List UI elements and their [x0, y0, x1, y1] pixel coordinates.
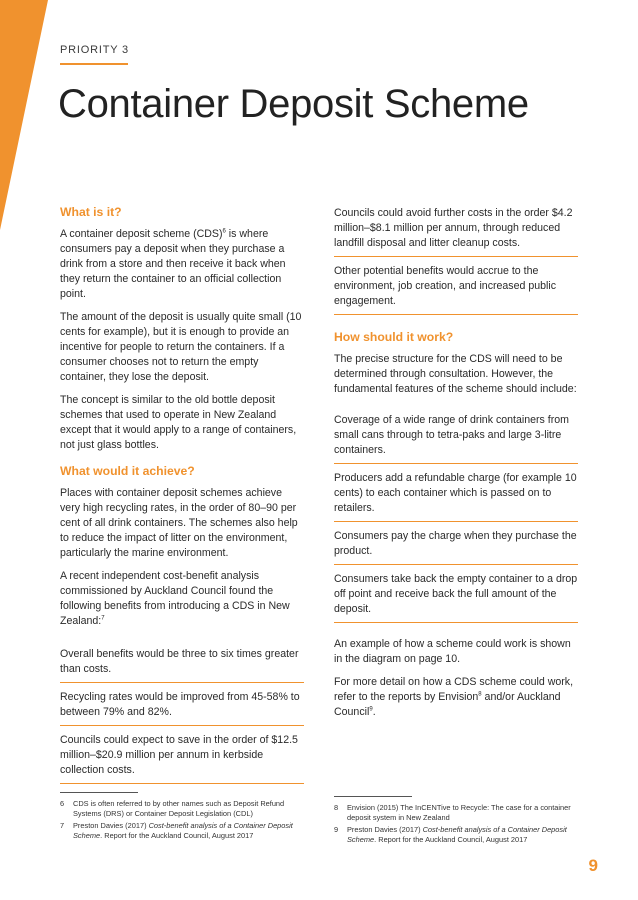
how-should-it-work-heading: How should it work? — [334, 330, 454, 344]
footnote-6: 6 CDS is often referred to by other names such as Deposit Refund Systems (DRS) or Container Deposit Legislation (CDL) — [60, 799, 285, 818]
right-column — [334, 204, 578, 728]
footnotes-left — [60, 792, 304, 843]
footnotes-right — [334, 796, 578, 847]
list-item: Recycling rates would be improved from 45-58% to between 79% and 82%. — [60, 688, 304, 726]
footnote-8: 8 Envision (2015) The InCENTive to Recycle: The case for a container deposit system in New Zealand — [334, 803, 571, 822]
what-paragraph-3: The concept is similar to the old bottle deposit schemes that used to operate in New Zealand except that it would apply to a range of containers, not just glass bottles. — [60, 394, 297, 451]
benefits-list-continued — [334, 204, 578, 315]
how-paragraph-1: The precise structure for the CDS will need to be determined through consultation. However, the fundamental features of the scheme should include: — [334, 353, 577, 395]
features-list — [334, 411, 578, 623]
detail-paragraph: For more detail on how a CDS scheme could work, refer to the reports by Envision$^8$ and/or Auckland Council$^9$. — [334, 676, 574, 718]
benefits-list — [60, 645, 304, 784]
footnote-7: 7 Preston Davies (2017) Cost-benefit analysis of a Container Deposit Scheme. Report for the Auckland Council, August 2017 — [60, 821, 293, 840]
list-item: Consumers pay the charge when they purchase the product. — [334, 527, 578, 565]
list-item: Coverage of a wide range of drink containers from small cans through to tetra-paks and large 3-litre containers. — [334, 411, 578, 464]
list-item: Overall benefits would be three to six times greater than costs. — [60, 645, 304, 683]
page-title: Container Deposit Scheme — [58, 82, 529, 126]
footnote-divider — [334, 796, 412, 797]
list-item: Other potential benefits would accrue to the environment, job creation, and increased public engagement. — [334, 262, 578, 315]
what-paragraph-2: The amount of the deposit is usually quite small (10 cents for example), but it is enough to provide an incentive for people to return the containers. If a consumer chooses not to return the empty container, they lose the deposit. — [60, 311, 302, 383]
example-paragraph: An example of how a scheme could work is shown in the diagram on page 10. — [334, 638, 571, 665]
left-column — [60, 204, 304, 789]
list-item: Councils could avoid further costs in the order $4.2 million–$8.1 million per annum, through reduced landfill disposal and litter cleanup costs. — [334, 204, 578, 257]
footnote-divider — [60, 792, 138, 793]
footnote-9: 9 Preston Davies (2017) Cost-benefit analysis of a Container Deposit Scheme. Report for the Auckland Council, August 2017 — [334, 825, 567, 844]
what-paragraph-1: A container deposit scheme (CDS)$^6$ is where consumers pay a deposit when they purchase a drink from a store and then receive it back when they return the container to an official collection point. — [60, 228, 286, 300]
list-item: Councils could expect to save in the order of $12.5 million–$20.9 million per annum in kerbside collection costs. — [60, 731, 304, 784]
achieve-paragraph-1: Places with container deposit schemes achieve very high recycling rates, in the order of 80–90 per cent of all drink containers. The schemes also help to reduce the impact of litter on the environment, particularly the marine environment. — [60, 487, 298, 559]
section-eyebrow: PRIORITY 3 — [60, 44, 129, 56]
list-item: Producers add a refundable charge (for example 10 cents) to each container which is passed on to retailers. — [334, 469, 578, 522]
achieve-paragraph-2: A recent independent cost-benefit analysis commissioned by Auckland Council found the following benefits from introducing a CDS in New Zealand:$^7$ — [60, 570, 290, 627]
corner-accent-triangle — [0, 0, 48, 230]
list-item: Consumers take back the empty container to a drop off point and receive back the full amount of the deposit. — [334, 570, 578, 623]
eyebrow-underline — [60, 63, 128, 65]
what-is-it-heading: What is it? — [60, 205, 122, 219]
page-number: 9 — [588, 856, 598, 875]
what-would-it-achieve-heading: What would it achieve? — [60, 464, 195, 478]
